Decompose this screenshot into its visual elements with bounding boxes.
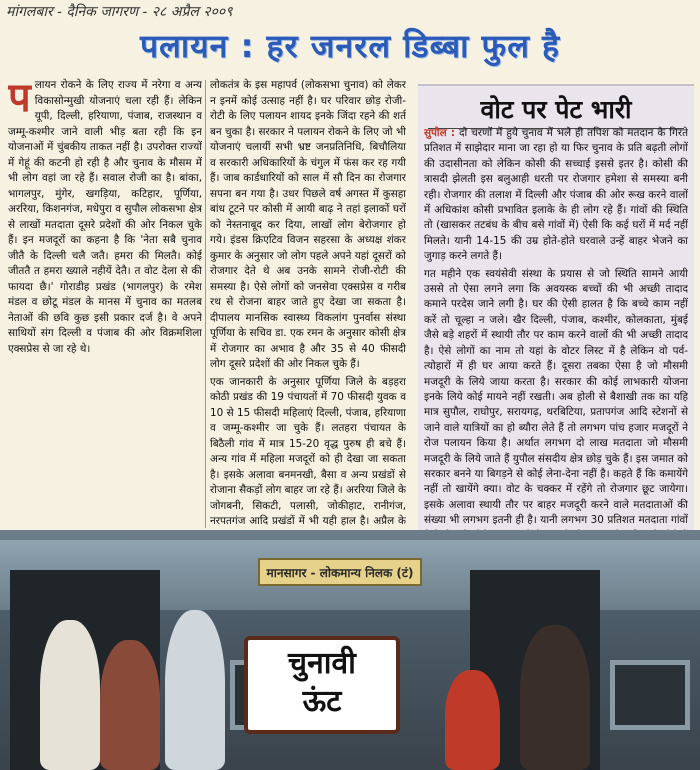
headline: पलायन : हर जनरल डिब्बा फुल है (139, 27, 561, 65)
train-window (610, 660, 690, 730)
passenger (40, 620, 100, 770)
dropcap: प (8, 78, 31, 121)
passenger (165, 610, 225, 770)
main-article-paragraph: लायन रोकने के लिए राज्य में नरेगा व अन्य विकासोन्मुखी योजनाएं चला रही हैं। लेकिन यूपी, दिल्ली, हरियाणा, पंजाब, राजस्थान व जम्मू-कश्मीर जाने वाली भीड़ बता रही कि इन योजनाओं में चुंबकीय ताकत नहीं है। उपरोक्त राज्यों में गेहूं की कटनी हो रही है और चुनाव के मौसम में भी लोग वहां जा रहे हैं। सवाल रोजी का है। बांका, भागलपुर, मुंगेर, खगड़िया, कटिहार, पूर्णिया, अररिया, किशनगंज, मधेपुरा व सुपौल लोकसभा क्षेत्र से लाखों मतदाता दूसरे प्रदेशों की ओर निकल चुके हैं। इन मजदूरों का कहना है कि 'नेता सबै चुनाव जीतै के दिल्ली चलै जतै। हमरा की मिलतै। कोई जीततै त हमरा ख्याले नहीयें देतै। त वोट देला से की फायदा छै।' गोराडीह प्रखंड (भागलपुर) के रमेश मंडल व छोटू मंडल के मानस में चुनाव का मतलब नेताओं की छवि कुछ इसी प्रकार दर्ज है। वे अपने साथियों संग दिल्ली व पंजाब की ओर विक्रमशिला एक्सप्रेस से जा रहे थे। (8, 79, 202, 355)
side-article-place: सुपौल : (424, 127, 456, 139)
main-article-column-2 (210, 78, 406, 528)
logo-line-2: ऊंट (302, 684, 342, 719)
passenger (445, 670, 500, 770)
main-article-paragraph: एक जानकारी के अनुसार पूर्णिया जिले के बड़हरा कोठी प्रखंड की 19 पंचायतों में 70 फीसदी युवक व 10 से 15 फीसदी महिलाएं दिल्ली, पंजाब, हरियाणा व जम्मू-कश्मीर जा चुके हैं। लतहरा पंचायत के बिठैली गांव में मात्र 15-20 वृद्ध पुरुष ही बचे हैं। अन्य गांव में महिला मजदूरों को ही देखा जा सकता है। इसके अलावा बनमनखी, बैसा व अन्य प्रखंडों से रोजाना सैकड़ों लोग बाहर जा रहे हैं। अररिया जिले के जोगबनी, सिकटी, पलासी, जोकीहाट, रानीगंज, नरपतगंज आदि प्रखंडों में भी यही हाल है। अप्रैल के (210, 375, 406, 527)
main-article-column-1 (8, 78, 202, 528)
logo-line-1: चुनावी (288, 646, 356, 681)
side-article-paragraph: गत महीने एक स्वयंसेवी संस्था के प्रयास से जो स्थिति सामने आयी उससे तो ऐसा लगने लगा कि अवयस्क बच्चों की भी अच्छी तादाद कमाने परदेस जाने लगी है। घर की ऐसी हालत है कि बच्चे काम नहीं करें तो चूल्हा न जले। खैर दिल्ली, पंजाब, कश्मीर, कोलकाता, मुंबई जैसे बड़े शहरों में स्थायी तौर पर काम करने वालों की भी अच्छी तादाद है। ऐसे लोगों का नाम तो यहां के वोटर लिस्ट में है लेकिन वो पर्व-त्योहारों में ही घर आया करते हैं। दूसरा तबका ऐसा है जो मौसमी मजदूरी के लिये जाया करता है। सरकार की कोई लाभकारी योजना इनके लिये कोई मायने नहीं रखती। अब होली से बैशाखी तक का यहि मात्र सुपौल, राघोपुर, सरायगढ़, थरबिटिया, प्रतापगंज आदि स्टेशनों से जाने वाले यात्रियों का हो ब्यौरा लेते हैं तो लगभग पांच हजार मजदूरों ने रोज पलायन किया है। अर्थात लगभग दो लाख मतदाता जो मौसमी मजदूरी के लिये जाते हैं युपौल संसदीय क्षेत्र छोड़ चुके हैं। इस जमात को सरकार बनने या बिगड़ने से कोई लेना-देना नहीं है। कहते हैं कि कमायेंगे नहीं तो खायेंगे क्या। वोट के चक्कर में रहेंगे तो रोजगार छूट जायेगा। इसके अलावा स्थायी तौर पर बाहर मजदूरी करने वाले मतदाताओं की संख्या भी लगभग इतनी ही है। यानी लगभग 30 प्रतिशत मतदाता गांवों (424, 267, 688, 527)
passenger (100, 640, 160, 770)
passenger (520, 625, 590, 770)
dateline: मांगलबार - दैनिक जागरण - २८ अप्रैल २००९ (6, 4, 233, 20)
column-divider (205, 80, 206, 528)
train-destination-board: मानसागर - लोकमान्य निलक (टं) (258, 558, 422, 586)
side-article-text (424, 126, 688, 556)
side-article-title: वोट पर पेट भारी (480, 95, 632, 124)
side-article-paragraph: सुपौल : दो चरणों में हुये चुनाव में भले ही तपिश को मतदान के गिरते प्रतिशत में साझेदार माना जा रहा हो या फिर चुनाव के प्रति बढ़ती लोगों की उदासीनता को लेकिन कोसी की सच्चाई इससे इतर है। कोसी की त्रासदी झेलती इस बलुआही धरती पर रोजगार हमेशा से समस्या बनी रही। रोजगार की तलाश में दिल्ली और पंजाब की ओर रूख करने वालों में अधिकांश कोसी प्रभावित इलाके के ही लोग रहे हैं। गांवों की स्थिति तो (खासकर तटबंध के बीच बसे गांवों में) ऐसी कि कई घरों में मर्द नहीं मिलते। यानी 14-15 की उम्र होते-होते घरवाले उन्हें बाहर भेजने का जुगाड़ करने लगते हैं। (424, 127, 688, 263)
chunavi-oont-logo (244, 636, 400, 734)
main-article-paragraph: लोकतंत्र के इस महापर्व (लोकसभा चुनाव) को लेकर न इनमें कोई उत्साह नहीं है। घर परिवार छोड़ रोजी-रोटी के लिए पलायन शायद इनके जिंदा रहने की शर्त बन चुका है। सरकार ने पलायन रोकने के लिए जो भी योजनाएं चलायीं सभी भ्रष्ट जनप्रतिनिधि, बिचौलिया व सरकारी अधिकारियों के चंगुल में फंस कर रह गयी हैं। जाब कार्डधारियों को साल में सौ दिन का रोजगार सपना बन गया है। उधर पिछले वर्ष अगस्त में कुसहा बांध टूटने पर कोसी में आयी बाढ़ ने तहां इलाकों घरों को नेस्तनाबूद कर दिया, लाखों लोग बेरोजगार हो गये। इंडस क्रिएटिव विजन सहरसा के अध्यक्ष शंकर कुमार के अनुसार जो लोग पहले अपने यहां दूसरों को रोजगार देते थे अब उनके सामने रोजी-रोटी की समस्या है। ऐसे लोगों को जनसेवा एक्सप्रेस व गरीब रथ से रोजना बाहर जाते हुए देखा जा सकता है। दीपालय मानसिक स्वास्थ्य विकलांग पुनर्वास संस्था पूर्णिया के सचिव डा. एक रमन के अनुसार कोसी क्षेत्र में रोजगार का अभाव है और 35 से 40 फीसदी लोग दूसरे प्रदेशों की ओर निकल चुके हैं। (210, 79, 406, 370)
